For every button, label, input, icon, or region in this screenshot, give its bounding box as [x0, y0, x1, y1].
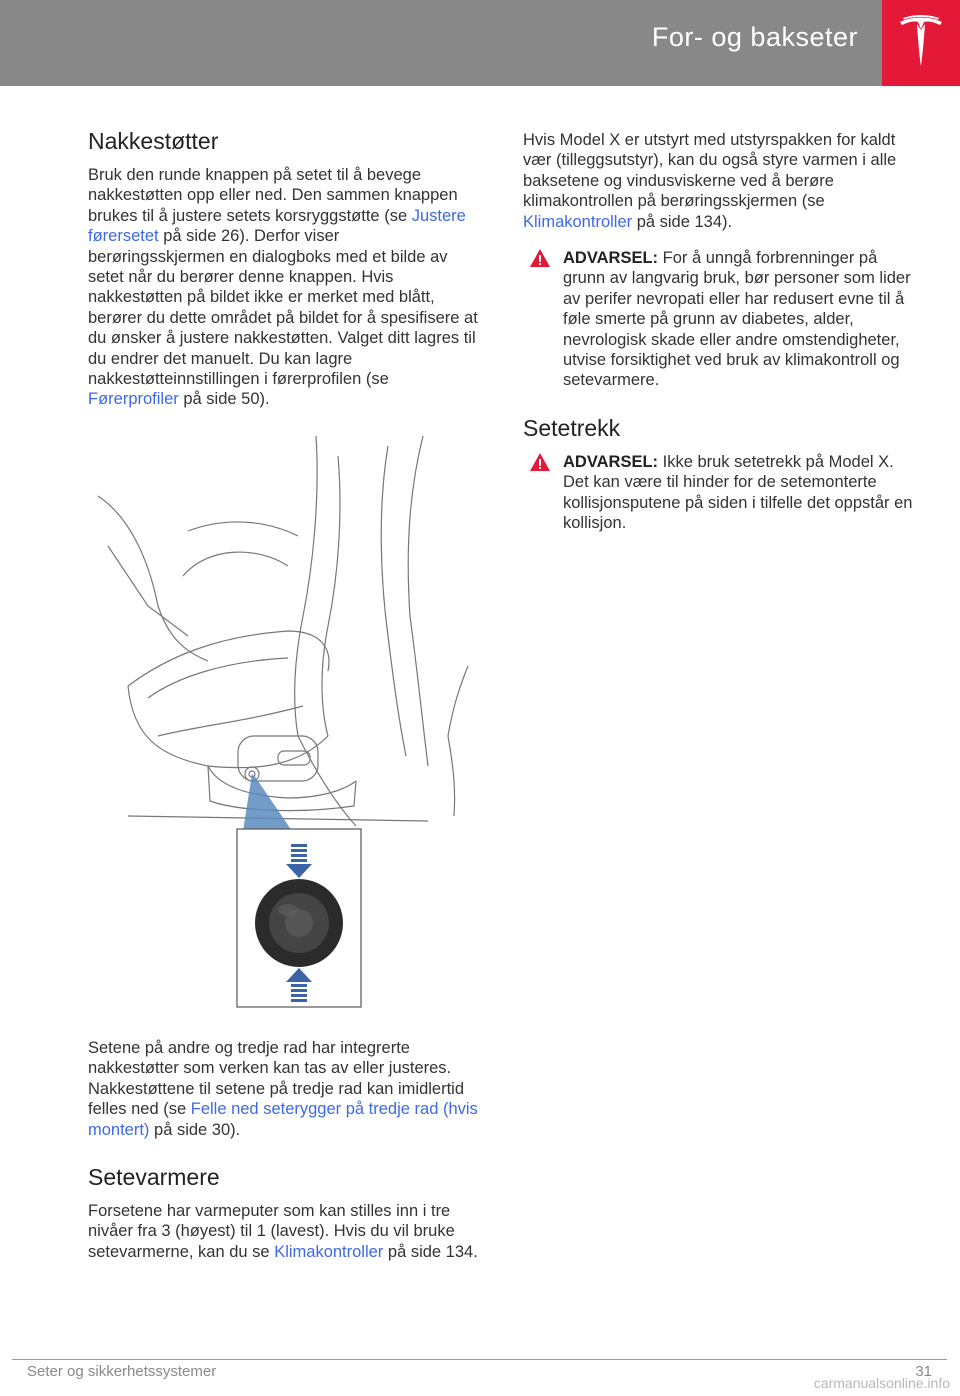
link-climate-controls-right[interactable]: Klimakontroller — [523, 212, 633, 231]
heading-headrests: Nakkestøtter — [88, 128, 219, 154]
right-column — [523, 130, 919, 534]
left-column — [88, 128, 480, 1262]
seat-illustration — [88, 436, 480, 1016]
warning-seat-covers: ADVARSEL: Ikke bruk setetrekk på Model X. Det kan være til hinder for de setemonterte kollisjonsputene på siden i tilfelle det oppstår en kollisjon. — [523, 452, 919, 534]
seat-headrest-button-illustration-icon — [88, 436, 480, 1016]
seat-heaters-paragraph: Forsetene har varmeputer som kan stilles inn i tre nivåer fra 3 (høyest) til 1 (lavest). Hvis du vil bruke setevarmerne, kan du se Klimakontroller på side 134. — [88, 1201, 478, 1261]
warning-label: ADVARSEL: — [563, 249, 659, 268]
page-header — [0, 0, 960, 86]
link-climate-controls-left[interactable]: Klimakontroller — [274, 1242, 384, 1261]
tesla-logo-icon — [898, 14, 944, 72]
footer-section: Seter og sikkerhetssystemer — [27, 1363, 217, 1380]
watermark: carmanualsonline.info — [813, 1375, 950, 1391]
tesla-logo — [882, 0, 960, 86]
link-driver-profiles[interactable]: Førerprofiler — [88, 390, 179, 409]
page-title: For- og bakseter — [651, 22, 858, 52]
warning-label: ADVARSEL: — [563, 452, 659, 471]
footer-page-number: 31 — [915, 1363, 932, 1380]
rear-headrests-paragraph: Setene på andre og tredje rad har integrerte nakkestøtter som verken kan tas av eller justeres. Nakkestøttene til setene på tredje rad kan imidlertid felles ned (se Felle ned seterygger på tredje rad (hvis montert) på side 30). — [88, 1038, 478, 1139]
link-fold-third-row[interactable]: Felle ned seterygger på tredje rad (hvis montert) — [88, 1100, 478, 1139]
link-adjust-driver-seat[interactable]: Justere førersetet — [88, 206, 466, 246]
warning-burns: ADVARSEL: For å unngå forbrenninger på grunn av langvarig bruk, bør personer som lider av perifer nevropati eller har redusert evne til å føle smerte på grunn av diabetes, alder, nevrologisk skade eller andre omstendigheter, utvise forsiktighet ved bruk av klimakontroll og setevarmere. — [523, 248, 919, 391]
warning-icon — [529, 248, 551, 268]
heading-seat-heaters: Setevarmere — [88, 1163, 220, 1190]
footer-divider — [12, 1359, 947, 1360]
cold-weather-paragraph: Hvis Model X er utstyrt med utstyrspakken for kaldt vær (tilleggsutstyr), kan du også styre varmen i alle baksetene og vindusviskerne ved å berøre klimakontrollen på berøringsskjermen (se Klimakontroller på side 134). — [523, 131, 897, 231]
warning-icon — [529, 452, 551, 472]
headrest-paragraph: Bruk den runde knappen på setet til å bevege nakkestøtten opp eller ned. Den sammen knappen brukes til å justere setets korsryggstøtte (se Justere førersetet på side 26). Derfor viser berøringsskjermen en dialogboks med et bilde av setet når du berører denne knappen. Hvis nakkestøtten på bildet ikke er merket med blått, berører du dette området på bildet for å spesifisere at du ønsker å justere nakkestøtten. Valget ditt lagres til du endrer det manuelt. Du kan lagre nakkestøtteinnstillingen i førerprofilen (se Førerprofiler på side 50). — [88, 166, 478, 409]
heading-seat-covers: Setetrekk — [523, 414, 621, 441]
